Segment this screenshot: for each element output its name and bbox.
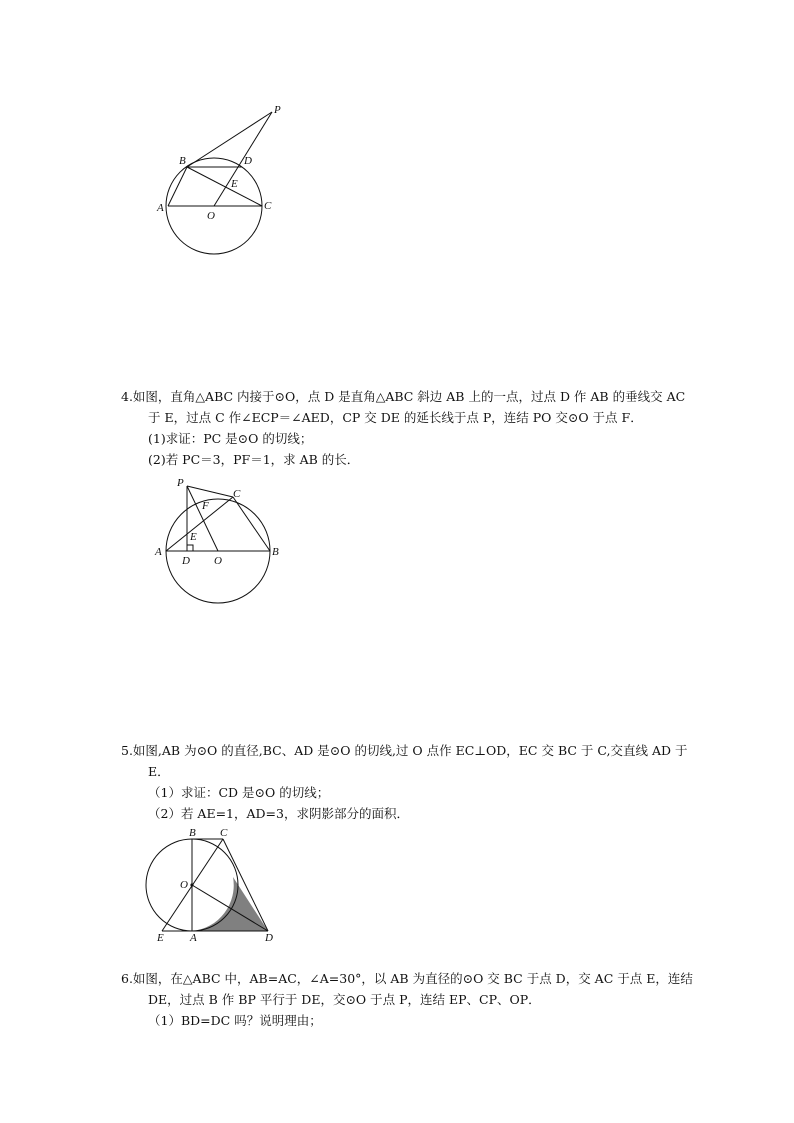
label-c: C	[264, 200, 272, 212]
label-d: D	[265, 932, 273, 944]
label-c: C	[233, 488, 241, 500]
label-o: O	[214, 555, 222, 567]
label-a: A	[157, 202, 164, 214]
problem-4-statement-line1: 4.如图，直角△ABC 内接于⊙O，点 D 是直角△ABC 斜边 AB 上的一点，过点 D 作 AB 的垂线交 AC	[121, 389, 686, 404]
label-c: C	[220, 827, 228, 839]
label-b: B	[272, 546, 279, 558]
problem-5-question-1: （1）求证：CD 是⊙O 的切线；	[148, 785, 330, 800]
problem-5-statement-line1: 5.如图,AB 为⊙O 的直径,BC、AD 是⊙O 的切线,过 O 点作 EC⊥OD，EC 交 BC 于 C,交直线 AD 于	[121, 743, 688, 758]
problem-6-statement-line2: DE，过点 B 作 BP 平行于 DE，交⊙O 于点 P，连结 EP、CP、OP．	[148, 992, 541, 1007]
problem-5-statement-line2: E．	[148, 764, 170, 779]
problem-4-question-2: (2)若 PC＝3，PF＝1，求 AB 的长．	[148, 452, 360, 467]
label-o: O	[207, 210, 215, 222]
label-b: B	[179, 155, 186, 167]
center-dot	[190, 883, 193, 886]
label-a: A	[190, 932, 197, 944]
problem-4-question-1: (1)求证：PC 是⊙O 的切线；	[148, 431, 313, 446]
problem-6-question-1: （1）BD=DC 吗？说明理由；	[148, 1013, 322, 1028]
label-d: D	[182, 555, 190, 567]
label-p: P	[274, 104, 281, 116]
label-b: B	[189, 827, 196, 839]
label-e: E	[231, 178, 238, 190]
label-o: O	[180, 879, 188, 891]
shaded-region	[192, 877, 268, 931]
problem-5-question-2: （2）若 AE=1，AD=3，求阴影部分的面积．	[148, 806, 409, 821]
label-e: E	[190, 531, 197, 543]
label-p: P	[177, 477, 184, 489]
figure-circle-tangents-shaded	[145, 825, 285, 945]
figure-circle-right-triangle	[150, 473, 290, 608]
problem-6-statement-line1: 6.如图，在△ABC 中，AB=AC，∠A=30°，以 AB 为直径的⊙O 交 BC 于点 D，交 AC 于点 E，连结	[121, 971, 693, 986]
label-d: D	[244, 155, 252, 167]
figure-circle-tangent-p	[150, 95, 300, 265]
label-e: E	[157, 932, 164, 944]
label-a: A	[155, 546, 162, 558]
problem-4-statement-line2: 于 E，过点 C 作∠ECP＝∠AED，CP 交 DE 的延长线于点 P，连结 PO 交⊙O 于点 F．	[148, 410, 643, 425]
label-f: F	[202, 500, 209, 512]
